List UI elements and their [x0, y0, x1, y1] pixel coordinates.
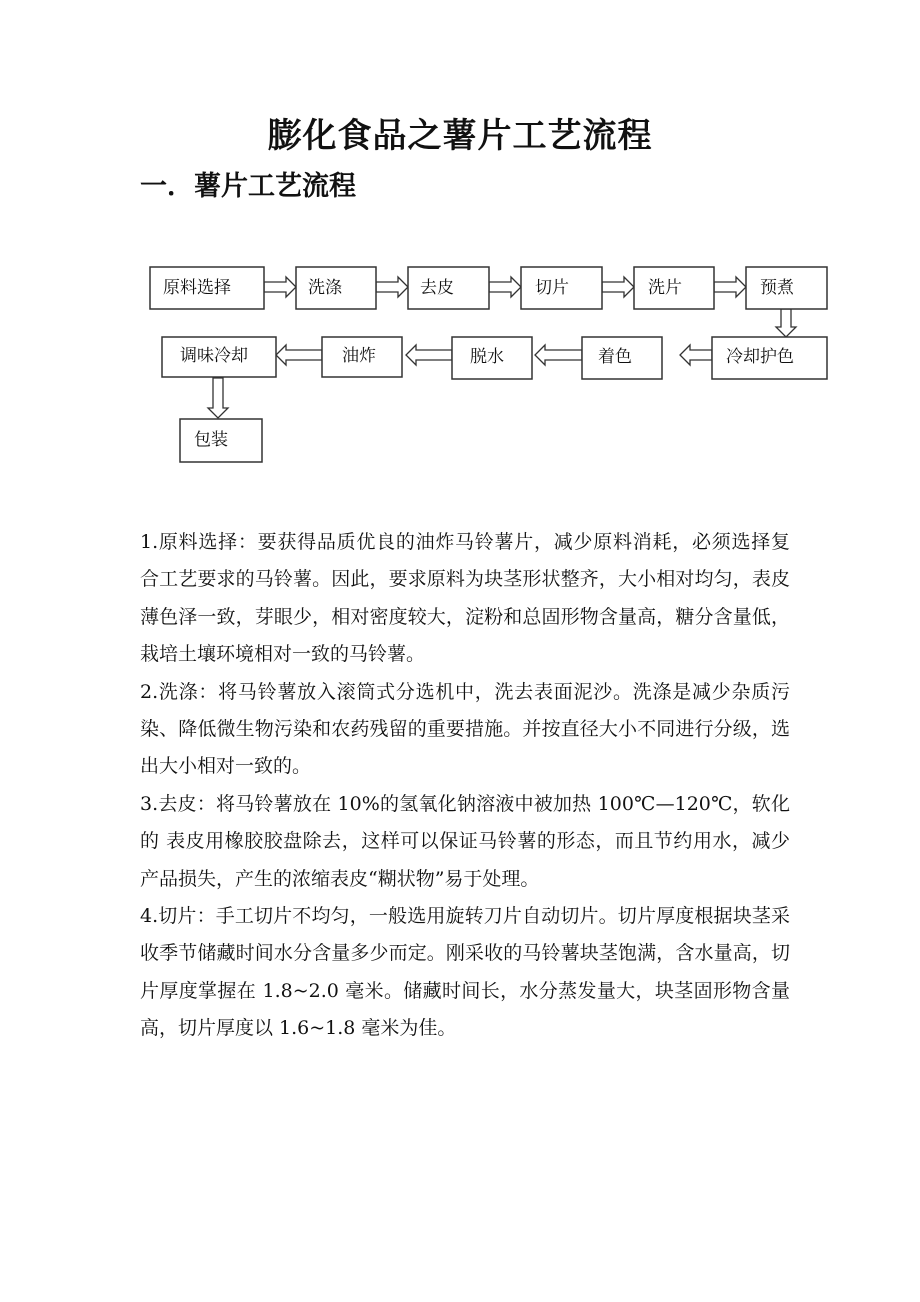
flow-step-slice-washing: [634, 267, 714, 309]
svg-text:去皮: 去皮: [420, 278, 454, 298]
svg-text:切片: 切片: [535, 278, 569, 298]
svg-text:预煮: 预煮: [760, 278, 794, 298]
flowchart-svg: [146, 263, 836, 469]
flow-arrow-down-1: [776, 309, 796, 337]
flow-arrow-6: [680, 345, 712, 365]
flow-arrow-1: [264, 277, 296, 297]
svg-text:洗片: 洗片: [648, 278, 682, 298]
flow-step-slicing: [521, 267, 602, 309]
flow-step-frying: [322, 337, 402, 377]
flow-arrow-9: [276, 345, 322, 365]
paragraph-raw-material-selection: 1.原料选择：要获得品质优良的油炸马铃薯片，减少原料消耗，必须选择复 合工艺要求的马铃薯。因此，要求原料为块茎形状整齐，大小相对均匀，表皮薄色泽一致，芽眼少，相对密度较大，淀粉和总固形物含量高，糖分含量低，栽培土壤环境相对一致的马铃薯。: [140, 531, 790, 666]
flow-arrow-8: [406, 345, 452, 365]
flow-step-cooling-color-protection: [712, 337, 827, 379]
flow-step-raw-material-selection: [150, 267, 264, 309]
flow-step-precooking: [746, 267, 827, 309]
flow-arrow-7: [535, 345, 582, 365]
process-description: [140, 524, 790, 1048]
flow-step-seasoning-cooling: [162, 337, 276, 377]
svg-text:调味冷却: 调味冷却: [180, 346, 248, 366]
flow-arrow-2: [376, 277, 408, 297]
flow-step-washing: [296, 267, 376, 309]
flow-arrow-down-2: [208, 378, 228, 418]
svg-text:冷却护色: 冷却护色: [726, 347, 794, 367]
flow-step-packaging: [180, 419, 262, 462]
flow-arrow-5: [714, 277, 746, 297]
paragraph-washing: 2.洗涤：将马铃薯放入滚筒式分选机中，洗去表面泥沙。洗涤是减少杂质污 染、降低微生物污染和农药残留的重要措施。并按直径大小不同进行分级，选出大小相对一致的。: [140, 680, 790, 778]
paragraph-slicing: 4.切片：手工切片不均匀，一般选用旋转刀片自动切片。切片厚度根据块茎采收季节储藏时间水分含量多少而定。刚采收的马铃薯块茎饱满，含水量高，切片厚度掌握在 1.8~2.0 毫米。储藏时间长，水分蒸发量大，块茎固形物含量高，切片厚度以 1.6~1.8 毫米为佳。: [140, 905, 790, 1040]
process-flowchart: [146, 263, 836, 469]
svg-text:原料选择: 原料选择: [163, 278, 231, 298]
flow-arrow-3: [489, 277, 521, 297]
svg-text:洗涤: 洗涤: [308, 278, 342, 298]
section-heading: 一．薯片工艺流程: [140, 171, 356, 202]
svg-text:包装: 包装: [194, 430, 228, 450]
svg-text:油炸: 油炸: [342, 346, 376, 366]
paragraph-peeling: 3.去皮：将马铃薯放在 10%的氢氧化钠溶液中被加热 100℃—120℃，软化的 表皮用橡胶胶盘除去，这样可以保证马铃薯的形态，而且节约用水，减少产品损失，产生的浓缩表皮“糊状物”易于处理。: [140, 792, 790, 890]
flow-step-coloring: [582, 337, 662, 379]
svg-text:着色: 着色: [598, 347, 632, 367]
document-title: 膨化食品之薯片工艺流程: [267, 116, 653, 156]
flow-arrow-4: [602, 277, 634, 297]
svg-text:脱水: 脱水: [470, 347, 504, 367]
flow-step-peeling: [408, 267, 489, 309]
flow-step-dehydration: [452, 337, 532, 379]
